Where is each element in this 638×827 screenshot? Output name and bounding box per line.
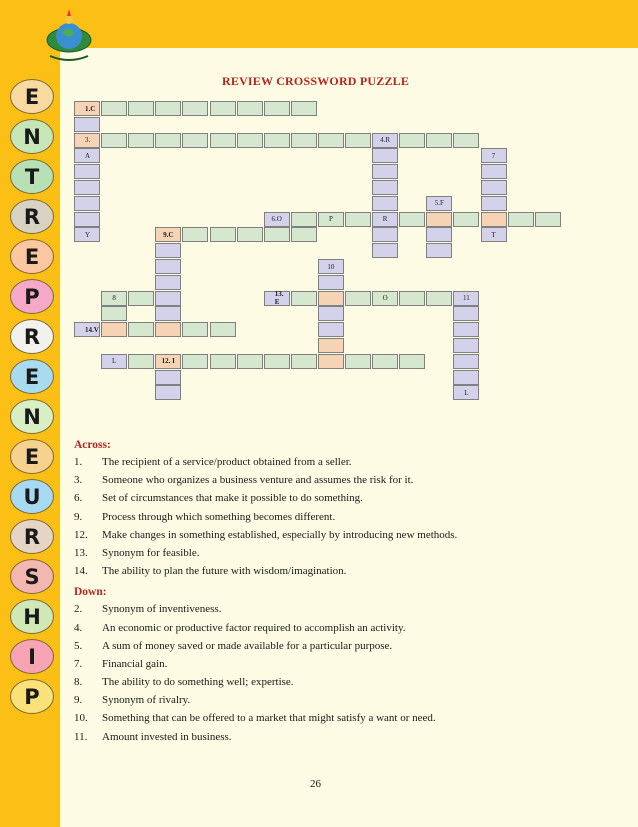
crossword-cell[interactable] <box>74 212 100 227</box>
crossword-cell[interactable] <box>318 354 344 369</box>
crossword-cell[interactable] <box>155 101 181 116</box>
crossword-cell[interactable]: 4.R <box>372 133 398 148</box>
crossword-cell[interactable] <box>535 212 561 227</box>
crossword-cell[interactable]: 13. E <box>264 291 290 306</box>
crossword-cell[interactable] <box>155 259 181 274</box>
crossword-cell[interactable] <box>155 133 181 148</box>
clues-section <box>74 439 594 746</box>
crossword-cell[interactable] <box>74 196 100 211</box>
clue-text: Synonym of inventiveness. <box>102 603 222 616</box>
down-clue <box>74 709 594 727</box>
down-clue <box>74 600 594 618</box>
side-letter-8: N <box>10 399 54 434</box>
crossword-cell[interactable] <box>155 322 181 337</box>
side-letter-14: I <box>10 639 54 674</box>
crossword-cell[interactable] <box>291 227 317 242</box>
across-clue <box>74 508 594 526</box>
crossword-cell[interactable] <box>399 354 425 369</box>
crossword-cell[interactable]: R <box>372 212 398 227</box>
crossword-cell[interactable] <box>372 164 398 179</box>
page-number: 26 <box>310 778 321 790</box>
clue-number: 7. <box>74 657 83 670</box>
clue-number: 14. <box>74 565 88 578</box>
crossword-cell[interactable] <box>318 291 344 306</box>
clue-text: Amount invested in business. <box>102 730 232 743</box>
clue-number: 2. <box>74 603 83 616</box>
side-letter-11: R <box>10 519 54 554</box>
crossword-cell[interactable] <box>426 243 452 258</box>
crossword-cell[interactable] <box>155 243 181 258</box>
clue-number: 4. <box>74 621 83 634</box>
crossword-cell[interactable] <box>101 306 127 321</box>
crossword-cell[interactable] <box>318 275 344 290</box>
crossword-cell[interactable]: 10 <box>318 259 344 274</box>
crossword-cell[interactable] <box>155 370 181 385</box>
crossword-cell[interactable] <box>426 291 452 306</box>
crossword-cell[interactable] <box>291 101 317 116</box>
crossword-cell[interactable] <box>128 101 154 116</box>
crossword-cell[interactable] <box>182 322 208 337</box>
crossword-cell[interactable] <box>372 196 398 211</box>
crossword-cell[interactable] <box>426 212 452 227</box>
clue-number: 11. <box>74 730 88 743</box>
crossword-cell[interactable] <box>508 212 534 227</box>
across-clue <box>74 489 594 507</box>
crossword-cell[interactable]: 14.V <box>74 322 100 337</box>
clue-number: 12. <box>74 528 88 541</box>
crossword-cell[interactable] <box>237 354 263 369</box>
side-letter-5: P <box>10 279 54 314</box>
across-clue <box>74 544 594 562</box>
across-clue-list <box>74 453 594 580</box>
clue-number: 10. <box>74 712 88 725</box>
crossword-cell[interactable]: L <box>101 354 127 369</box>
clue-text: The recipient of a service/product obtained from a seller. <box>102 456 352 468</box>
across-clue <box>74 453 594 471</box>
crossword-cell[interactable] <box>182 354 208 369</box>
crossword-cell[interactable] <box>481 180 507 195</box>
crossword-cell[interactable] <box>264 101 290 116</box>
crossword-cell[interactable] <box>481 212 507 227</box>
crossword-cell[interactable] <box>155 385 181 400</box>
crossword-cell[interactable]: 7 <box>481 148 507 163</box>
down-clue <box>74 673 594 691</box>
crossword-cell[interactable] <box>155 291 181 306</box>
crossword-cell[interactable] <box>237 227 263 242</box>
crossword-cell[interactable] <box>74 180 100 195</box>
crossword-cell[interactable] <box>210 133 236 148</box>
clue-text: The ability to do something well; expertise. <box>102 676 294 689</box>
crossword-cell[interactable] <box>453 338 479 353</box>
crossword-cell[interactable] <box>453 306 479 321</box>
crossword-cell[interactable] <box>210 101 236 116</box>
crossword-cell[interactable]: O <box>372 291 398 306</box>
side-letter-6: R <box>10 319 54 354</box>
crossword-cell[interactable]: T <box>481 227 507 242</box>
crossword-cell[interactable] <box>291 133 317 148</box>
crossword-cell[interactable]: A <box>74 148 100 163</box>
crossword-cell[interactable] <box>101 133 127 148</box>
across-heading: Across: <box>74 439 111 451</box>
across-clue <box>74 471 594 489</box>
crossword-cell[interactable] <box>210 322 236 337</box>
down-clue <box>74 691 594 709</box>
crossword-cell[interactable] <box>481 196 507 211</box>
crossword-cell[interactable]: P <box>318 212 344 227</box>
side-letter-2: T <box>10 159 54 194</box>
crossword-cell[interactable] <box>318 322 344 337</box>
crossword-cell[interactable] <box>128 291 154 306</box>
crossword-cell[interactable] <box>128 354 154 369</box>
crossword-cell[interactable]: 6.O <box>264 212 290 227</box>
crossword-cell[interactable] <box>345 291 371 306</box>
crossword-cell[interactable] <box>210 354 236 369</box>
crossword-cell[interactable] <box>237 101 263 116</box>
side-letter-3: R <box>10 199 54 234</box>
across-clue <box>74 562 594 580</box>
clue-number: 13. <box>74 546 88 559</box>
crossword-cell[interactable] <box>101 322 127 337</box>
crossword-cell[interactable]: Y <box>74 227 100 242</box>
side-letter-1: N <box>10 119 54 154</box>
crossword-cell[interactable] <box>453 212 479 227</box>
crossword-cell[interactable] <box>74 117 100 132</box>
clue-number: 6. <box>74 492 83 505</box>
down-clue-list <box>74 600 594 746</box>
side-letter-0: E <box>10 79 54 114</box>
crossword-cell[interactable] <box>399 212 425 227</box>
crossword-cell[interactable] <box>345 212 371 227</box>
down-clue <box>74 655 594 673</box>
crossword-cell[interactable] <box>291 212 317 227</box>
side-letter-10: U <box>10 479 54 514</box>
clue-text: Make changes in something established, especially by introducing new methods. <box>102 528 458 541</box>
crossword-cell[interactable] <box>318 338 344 353</box>
side-letter-7: E <box>10 359 54 394</box>
clue-text: An economic or productive factor required to accomplish an activity. <box>102 621 406 634</box>
crossword-cell[interactable]: 11 <box>453 291 479 306</box>
crossword-cell[interactable] <box>237 133 263 148</box>
clue-text: Synonym for feasible. <box>102 546 200 559</box>
crossword-cell[interactable] <box>128 322 154 337</box>
crossword-cell[interactable] <box>345 133 371 148</box>
crossword-cell[interactable] <box>372 227 398 242</box>
clue-number: 5. <box>74 639 83 652</box>
crossword-cell[interactable] <box>399 291 425 306</box>
crossword-cell[interactable]: L <box>453 385 479 400</box>
down-clue <box>74 728 594 746</box>
crossword-cell[interactable]: 1.C <box>74 101 100 116</box>
crossword-cell[interactable] <box>128 133 154 148</box>
crossword-cell[interactable] <box>426 133 452 148</box>
crossword-cell[interactable] <box>453 133 479 148</box>
crossword-cell[interactable]: 8 <box>101 291 127 306</box>
crossword-cell[interactable] <box>453 370 479 385</box>
clue-text: The ability to plan the future with wisdom/imagination. <box>102 565 347 578</box>
clue-number: 3. <box>74 474 83 487</box>
clue-text: Something that can be offered to a market that might satisfy a want or need. <box>102 712 436 725</box>
crossword-cell[interactable] <box>426 227 452 242</box>
crossword-cell[interactable] <box>264 227 290 242</box>
side-letter-4: E <box>10 239 54 274</box>
crossword-cell[interactable] <box>291 354 317 369</box>
crossword-cell[interactable] <box>345 354 371 369</box>
crossword-cell[interactable]: 12. I <box>155 354 181 369</box>
crossword-cell[interactable]: 5.F <box>426 196 452 211</box>
side-letter-13: H <box>10 599 54 634</box>
crossword-cell[interactable] <box>318 306 344 321</box>
crossword-cell[interactable] <box>291 291 317 306</box>
crossword-cell[interactable] <box>399 133 425 148</box>
crossword-cell[interactable] <box>182 101 208 116</box>
crossword-cell[interactable] <box>372 354 398 369</box>
crossword-cell[interactable] <box>372 180 398 195</box>
crossword-cell[interactable] <box>182 227 208 242</box>
crossword-cell[interactable]: 3. <box>74 133 100 148</box>
across-clue <box>74 526 594 544</box>
crossword-cell[interactable] <box>264 354 290 369</box>
crossword-cell[interactable] <box>101 101 127 116</box>
side-letter-9: E <box>10 439 54 474</box>
crossword-cell[interactable]: 9.C <box>155 227 181 242</box>
crossword-cell[interactable] <box>210 227 236 242</box>
clue-number: 9. <box>74 694 83 707</box>
crossword-cell[interactable] <box>182 133 208 148</box>
crossword-cell[interactable] <box>155 275 181 290</box>
clue-number: 9. <box>74 510 83 523</box>
page-title: REVIEW CROSSWORD PUZZLE <box>222 74 410 88</box>
down-clue <box>74 637 594 655</box>
down-heading: Down: <box>74 586 107 599</box>
clue-text: Process through which something becomes different. <box>102 510 336 523</box>
crossword-cell[interactable] <box>453 354 479 369</box>
clue-text: Someone who organizes a business venture and assumes the risk for it. <box>102 474 414 487</box>
crossword-cell[interactable] <box>372 148 398 163</box>
clue-text: Synonym of rivalry. <box>102 694 191 707</box>
side-letter-12: S <box>10 559 54 594</box>
crossword-cell[interactable] <box>74 164 100 179</box>
clue-text: Financial gain. <box>102 657 168 670</box>
clue-text: A sum of money saved or made available for a particular purpose. <box>102 639 393 652</box>
crossword-cell[interactable] <box>318 133 344 148</box>
side-letter-15: P <box>10 679 54 714</box>
crossword-cell[interactable] <box>453 322 479 337</box>
crossword-cell[interactable] <box>481 164 507 179</box>
clue-text: Set of circumstances that make it possible to do something. <box>102 492 363 505</box>
clue-number: 1. <box>74 456 83 468</box>
down-clue <box>74 619 594 637</box>
crossword-cell[interactable] <box>264 133 290 148</box>
clue-number: 8. <box>74 676 83 689</box>
crossword-cell[interactable] <box>372 243 398 258</box>
crossword-cell[interactable] <box>155 306 181 321</box>
